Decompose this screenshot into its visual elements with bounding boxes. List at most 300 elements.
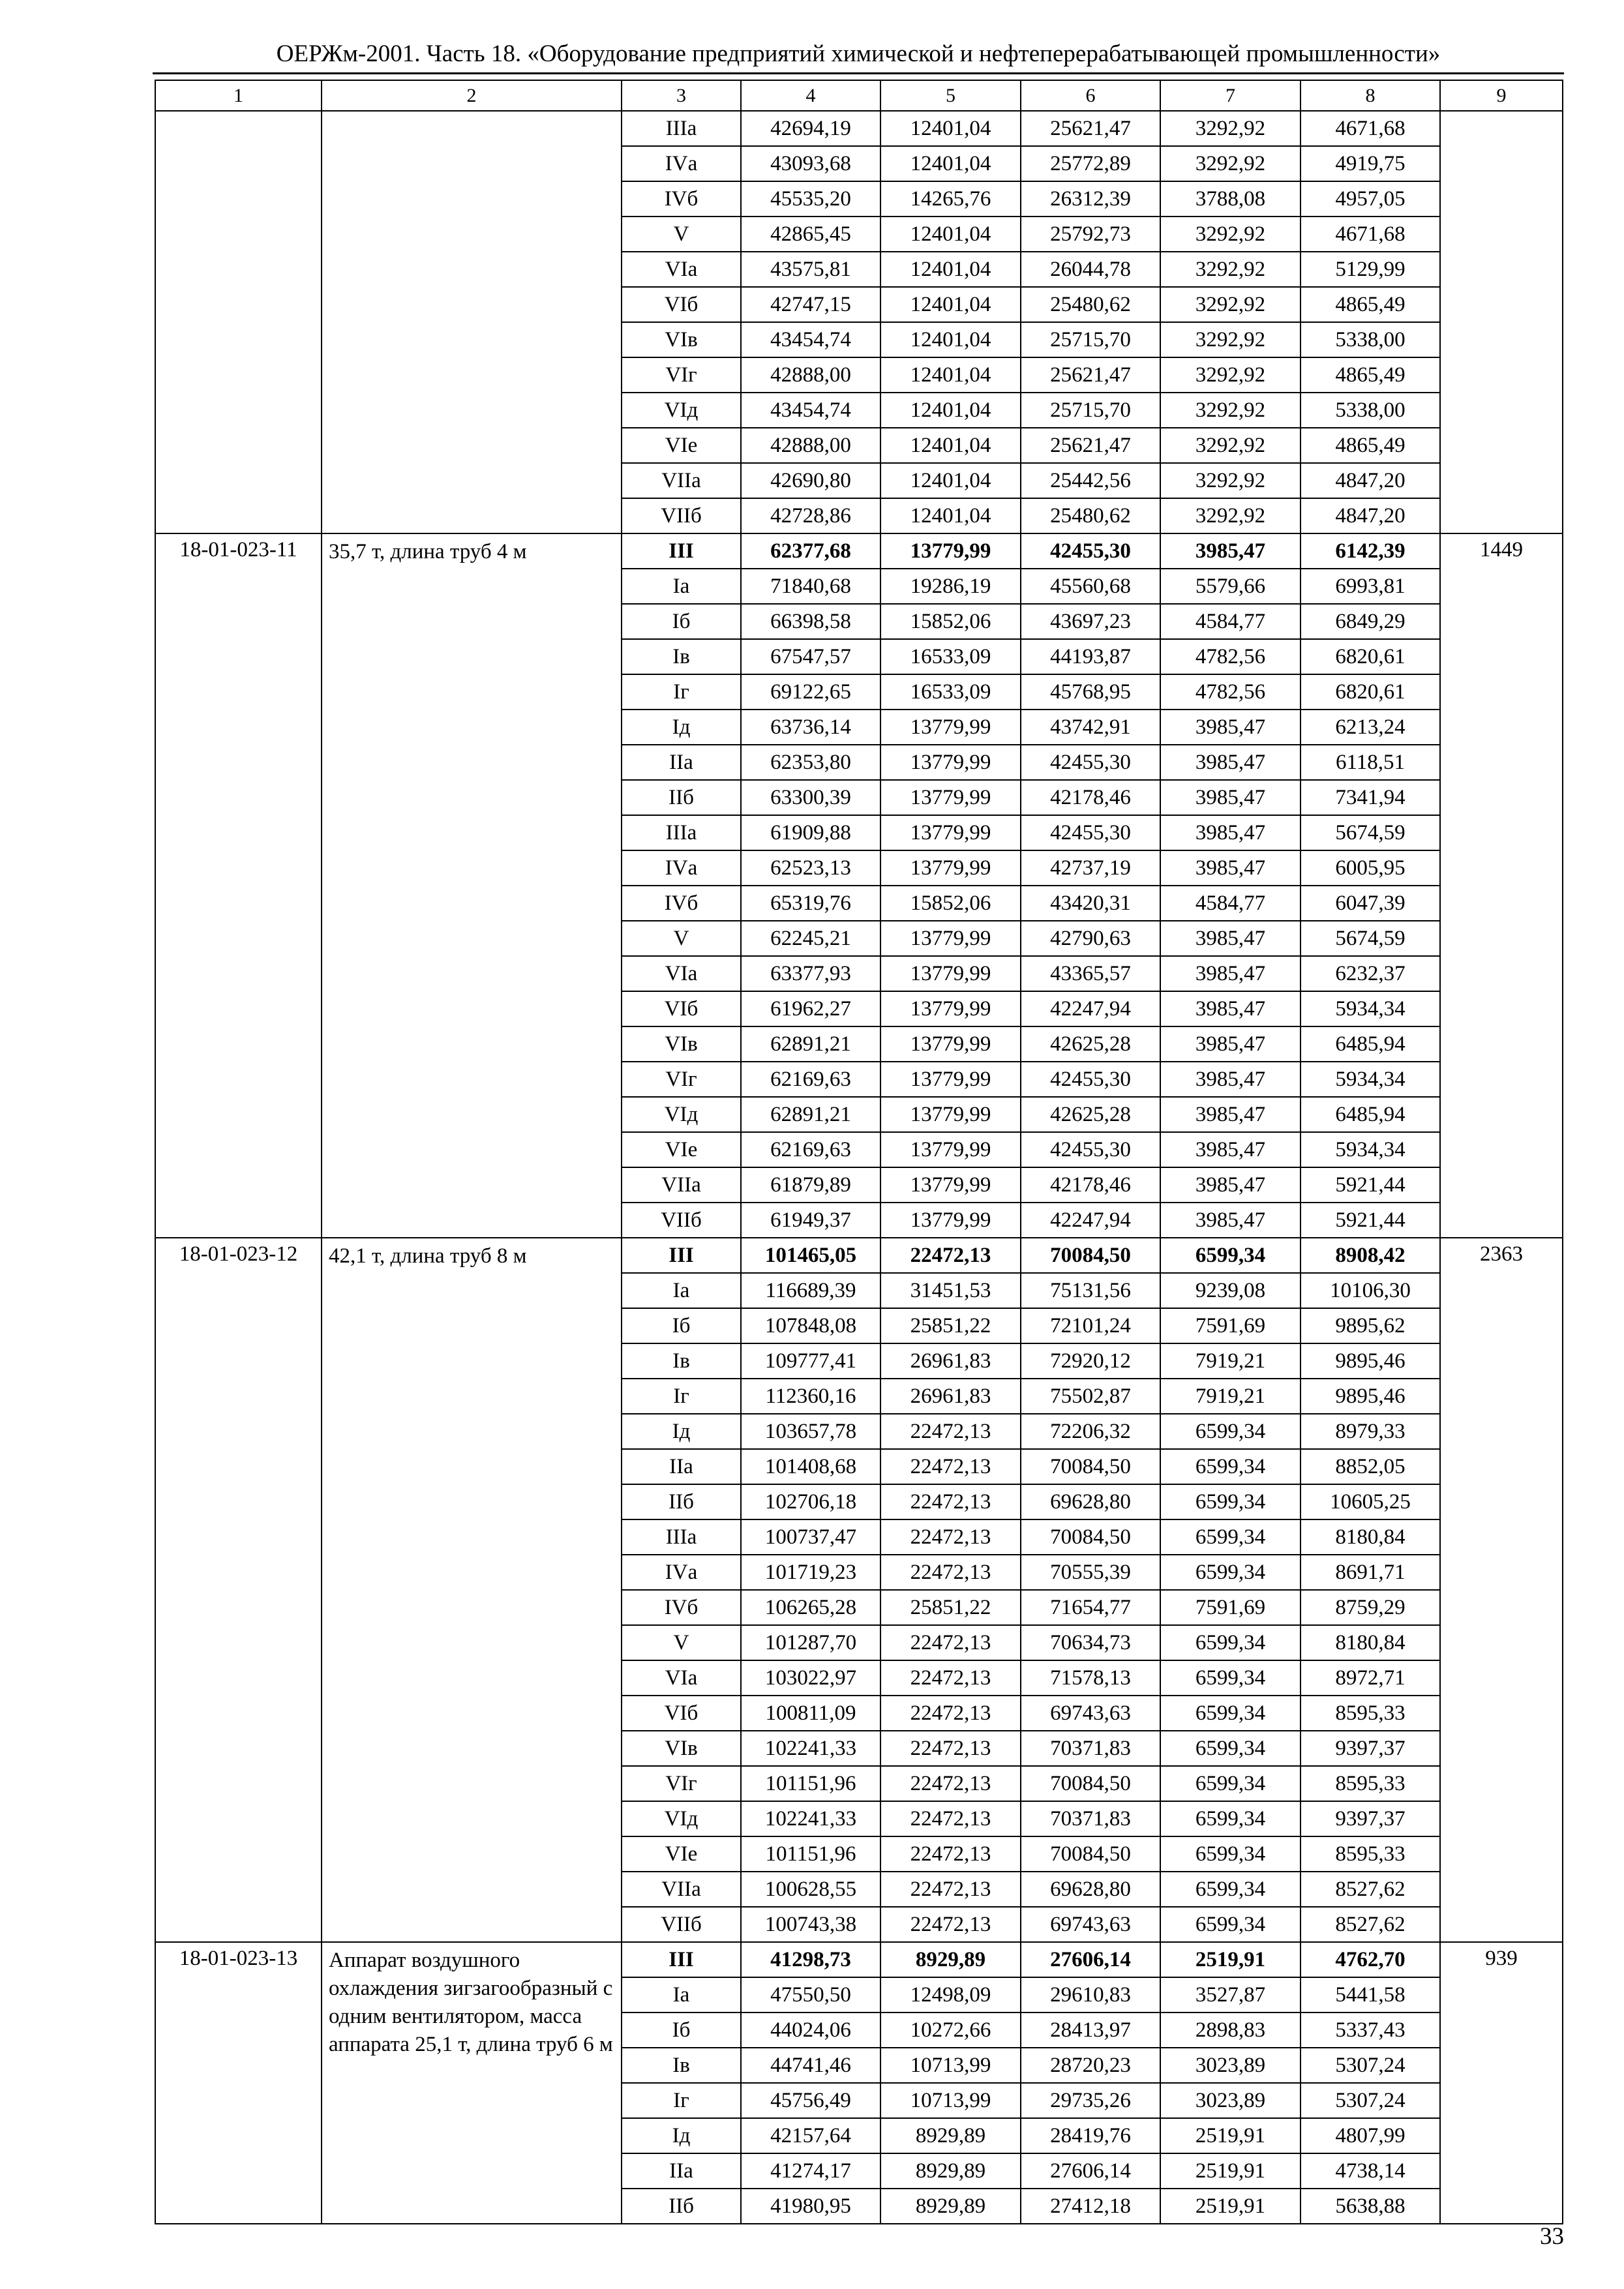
value-cell: 3292,92 — [1160, 322, 1301, 357]
value-cell: 29735,26 — [1021, 2083, 1160, 2118]
value-cell: 8908,42 — [1301, 1238, 1440, 1273]
value-cell: 70555,39 — [1021, 1555, 1160, 1590]
value-cell: 62353,80 — [741, 745, 880, 780]
table-row — [155, 111, 1563, 146]
value-cell: 71840,68 — [741, 569, 880, 604]
value-cell: 72101,24 — [1021, 1308, 1160, 1343]
value-cell: 42178,46 — [1021, 1167, 1160, 1203]
zone-cell: VIIа — [622, 1872, 741, 1907]
value-cell: 2519,91 — [1160, 2153, 1301, 2189]
value-cell: 8929,89 — [880, 2189, 1021, 2224]
value-cell: 13779,99 — [880, 1026, 1021, 1062]
value-cell: 6599,34 — [1160, 1731, 1301, 1766]
price-table — [155, 80, 1563, 2224]
value-cell: 13779,99 — [880, 956, 1021, 991]
value-cell: 7919,21 — [1160, 1343, 1301, 1379]
table-row — [155, 533, 1563, 569]
value-cell: 22472,13 — [880, 1801, 1021, 1836]
value-cell: 8929,89 — [880, 2153, 1021, 2189]
value-cell: 62169,63 — [741, 1062, 880, 1097]
value-cell: 70084,50 — [1021, 1449, 1160, 1484]
value-cell: 65319,76 — [741, 886, 880, 921]
zone-cell: VIд — [622, 1097, 741, 1132]
value-cell: 25621,47 — [1021, 111, 1160, 146]
column-number: 7 — [1160, 80, 1301, 111]
zone-cell: Iв — [622, 639, 741, 674]
value-cell: 6599,34 — [1160, 1696, 1301, 1731]
value-cell: 62377,68 — [741, 533, 880, 569]
value-cell: 67547,57 — [741, 639, 880, 674]
column-number: 3 — [622, 80, 741, 111]
value-cell: 25851,22 — [880, 1308, 1021, 1343]
value-cell: 25792,73 — [1021, 217, 1160, 252]
value-cell: 6232,37 — [1301, 956, 1440, 991]
value-cell: 25715,70 — [1021, 393, 1160, 428]
value-cell: 42694,19 — [741, 111, 880, 146]
value-cell: 8595,33 — [1301, 1696, 1440, 1731]
value-cell: 3292,92 — [1160, 252, 1301, 287]
value-cell: 6599,34 — [1160, 1555, 1301, 1590]
value-cell: 6599,34 — [1160, 1872, 1301, 1907]
value-cell: 22472,13 — [880, 1731, 1021, 1766]
column-number: 1 — [155, 80, 322, 111]
value-cell: 2519,91 — [1160, 1942, 1301, 1977]
value-cell: 22472,13 — [880, 1696, 1021, 1731]
value-cell: 6485,94 — [1301, 1026, 1440, 1062]
zone-cell: IIб — [622, 780, 741, 815]
value-cell: 100811,09 — [741, 1696, 880, 1731]
zone-cell: V — [622, 921, 741, 956]
zone-cell: VIе — [622, 1836, 741, 1872]
value-cell: 3985,47 — [1160, 1203, 1301, 1238]
value-cell: 5934,34 — [1301, 1132, 1440, 1167]
value-cell: 42247,94 — [1021, 1203, 1160, 1238]
value-cell: 6005,95 — [1301, 850, 1440, 886]
value-cell: 9895,62 — [1301, 1308, 1440, 1343]
zone-cell: V — [622, 217, 741, 252]
value-cell: 13779,99 — [880, 1132, 1021, 1167]
value-cell: 13779,99 — [880, 745, 1021, 780]
value-cell: 3985,47 — [1160, 921, 1301, 956]
value-cell: 42625,28 — [1021, 1097, 1160, 1132]
position-code — [155, 111, 322, 533]
value-cell: 101719,23 — [741, 1555, 880, 1590]
zone-cell: Iд — [622, 710, 741, 745]
value-cell: 42455,30 — [1021, 1132, 1160, 1167]
value-cell: 4957,05 — [1301, 181, 1440, 217]
zone-cell: VIIб — [622, 1203, 741, 1238]
value-cell: 3292,92 — [1160, 428, 1301, 463]
value-cell: 61949,37 — [741, 1203, 880, 1238]
value-cell: 22472,13 — [880, 1519, 1021, 1555]
value-cell: 9895,46 — [1301, 1379, 1440, 1414]
value-cell: 3023,89 — [1160, 2048, 1301, 2083]
value-cell: 26312,39 — [1021, 181, 1160, 217]
value-cell: 43454,74 — [741, 322, 880, 357]
position-description: 42,1 т, длина труб 8 м — [322, 1238, 622, 1942]
column-number: 4 — [741, 80, 880, 111]
value-cell: 9397,37 — [1301, 1731, 1440, 1766]
value-cell: 6118,51 — [1301, 745, 1440, 780]
value-cell: 22472,13 — [880, 1660, 1021, 1696]
value-cell: 45535,20 — [741, 181, 880, 217]
value-cell: 3788,08 — [1160, 181, 1301, 217]
value-cell: 6599,34 — [1160, 1519, 1301, 1555]
value-cell: 13779,99 — [880, 1203, 1021, 1238]
zone-cell: VIе — [622, 1132, 741, 1167]
value-cell: 25772,89 — [1021, 146, 1160, 181]
value-cell: 12401,04 — [880, 322, 1021, 357]
value-cell: 25851,22 — [880, 1590, 1021, 1625]
zone-cell: IIа — [622, 1449, 741, 1484]
value-cell: 70084,50 — [1021, 1519, 1160, 1555]
value-cell: 26044,78 — [1021, 252, 1160, 287]
value-cell: 16533,09 — [880, 639, 1021, 674]
value-cell: 6599,34 — [1160, 1836, 1301, 1872]
zone-cell: IIIа — [622, 815, 741, 850]
value-cell: 7341,94 — [1301, 780, 1440, 815]
value-cell: 3985,47 — [1160, 1026, 1301, 1062]
zone-cell: IIб — [622, 1484, 741, 1519]
value-cell: 8527,62 — [1301, 1907, 1440, 1942]
value-cell: 25715,70 — [1021, 322, 1160, 357]
value-cell: 5579,66 — [1160, 569, 1301, 604]
value-cell: 42455,30 — [1021, 1062, 1160, 1097]
value-cell: 13779,99 — [880, 850, 1021, 886]
position-description — [322, 111, 622, 533]
zone-cell: IVа — [622, 850, 741, 886]
value-cell: 5338,00 — [1301, 393, 1440, 428]
value-cell: 8595,33 — [1301, 1766, 1440, 1801]
value-cell: 13779,99 — [880, 1097, 1021, 1132]
value-cell: 13779,99 — [880, 815, 1021, 850]
value-cell: 3985,47 — [1160, 533, 1301, 569]
value-cell: 2519,91 — [1160, 2189, 1301, 2224]
zone-cell: IIа — [622, 745, 741, 780]
value-cell: 2898,83 — [1160, 2012, 1301, 2048]
value-cell: 28413,97 — [1021, 2012, 1160, 2048]
zone-cell: Iб — [622, 604, 741, 639]
value-cell: 14265,76 — [880, 181, 1021, 217]
value-cell: 102706,18 — [741, 1484, 880, 1519]
value-cell: 9895,46 — [1301, 1343, 1440, 1379]
value-cell: 71654,77 — [1021, 1590, 1160, 1625]
value-cell: 4762,70 — [1301, 1942, 1440, 1977]
value-cell: 69628,80 — [1021, 1484, 1160, 1519]
zone-cell: VIа — [622, 252, 741, 287]
zone-cell: VIб — [622, 991, 741, 1026]
value-cell: 70084,50 — [1021, 1766, 1160, 1801]
value-cell: 12401,04 — [880, 428, 1021, 463]
value-cell: 26961,83 — [880, 1343, 1021, 1379]
table-row — [155, 1942, 1563, 1977]
zone-cell: IIIа — [622, 111, 741, 146]
value-cell: 8972,71 — [1301, 1660, 1440, 1696]
value-cell: 25621,47 — [1021, 428, 1160, 463]
value-cell: 6599,34 — [1160, 1801, 1301, 1836]
value-cell: 101465,05 — [741, 1238, 880, 1273]
value-cell: 25621,47 — [1021, 357, 1160, 393]
value-cell: 13779,99 — [880, 533, 1021, 569]
value-cell: 62169,63 — [741, 1132, 880, 1167]
value-cell: 4847,20 — [1301, 463, 1440, 498]
value-cell: 15852,06 — [880, 604, 1021, 639]
value-cell: 4865,49 — [1301, 287, 1440, 322]
value-cell: 43093,68 — [741, 146, 880, 181]
value-cell: 12401,04 — [880, 146, 1021, 181]
value-cell: 63377,93 — [741, 956, 880, 991]
value-cell: 42247,94 — [1021, 991, 1160, 1026]
value-cell: 72206,32 — [1021, 1414, 1160, 1449]
value-cell: 5337,43 — [1301, 2012, 1440, 2048]
header-rule — [153, 72, 1564, 74]
value-cell: 42157,64 — [741, 2118, 880, 2153]
value-cell: 22472,13 — [880, 1766, 1021, 1801]
value-cell: 3023,89 — [1160, 2083, 1301, 2118]
value-cell: 6599,34 — [1160, 1238, 1301, 1273]
zone-cell: VIв — [622, 1026, 741, 1062]
value-cell: 22472,13 — [880, 1625, 1021, 1660]
value-cell: 3292,92 — [1160, 357, 1301, 393]
value-cell: 3527,87 — [1160, 1977, 1301, 2012]
zone-cell: VIв — [622, 322, 741, 357]
value-cell: 6485,94 — [1301, 1097, 1440, 1132]
value-cell: 47550,50 — [741, 1977, 880, 2012]
value-cell: 10272,66 — [880, 2012, 1021, 2048]
value-cell: 43365,57 — [1021, 956, 1160, 991]
value-cell: 71578,13 — [1021, 1660, 1160, 1696]
value-cell: 5674,59 — [1301, 921, 1440, 956]
value-cell: 6047,39 — [1301, 886, 1440, 921]
value-cell: 42747,15 — [741, 287, 880, 322]
value-cell: 13779,99 — [880, 991, 1021, 1026]
value-cell: 3985,47 — [1160, 956, 1301, 991]
value-cell: 7591,69 — [1160, 1590, 1301, 1625]
value-cell: 12401,04 — [880, 252, 1021, 287]
value-cell: 109777,41 — [741, 1343, 880, 1379]
zone-cell: VIа — [622, 1660, 741, 1696]
value-cell: 5921,44 — [1301, 1167, 1440, 1203]
value-cell: 66398,58 — [741, 604, 880, 639]
value-cell: 62891,21 — [741, 1026, 880, 1062]
column-number: 9 — [1440, 80, 1563, 111]
value-cell: 22472,13 — [880, 1238, 1021, 1273]
value-cell: 29610,83 — [1021, 1977, 1160, 2012]
zone-cell: VIIб — [622, 1907, 741, 1942]
value-cell: 3985,47 — [1160, 815, 1301, 850]
zone-cell: Iа — [622, 569, 741, 604]
value-cell: 42888,00 — [741, 357, 880, 393]
value-cell: 101287,70 — [741, 1625, 880, 1660]
zone-cell: Iа — [622, 1977, 741, 2012]
zone-cell: IIа — [622, 2153, 741, 2189]
zone-cell: VIа — [622, 956, 741, 991]
value-cell: 22472,13 — [880, 1872, 1021, 1907]
zone-cell: VIв — [622, 1731, 741, 1766]
value-cell: 3985,47 — [1160, 1097, 1301, 1132]
zone-cell: III — [622, 533, 741, 569]
table-row — [155, 1238, 1563, 1273]
value-cell: 3985,47 — [1160, 1062, 1301, 1097]
zone-cell: Iа — [622, 1273, 741, 1308]
value-cell: 6599,34 — [1160, 1414, 1301, 1449]
value-cell: 3985,47 — [1160, 780, 1301, 815]
labor-cost: 2363 — [1440, 1238, 1563, 1942]
zone-cell: Iб — [622, 2012, 741, 2048]
value-cell: 27606,14 — [1021, 1942, 1160, 1977]
value-cell: 3292,92 — [1160, 463, 1301, 498]
value-cell: 101151,96 — [741, 1836, 880, 1872]
value-cell: 22472,13 — [880, 1449, 1021, 1484]
value-cell: 4919,75 — [1301, 146, 1440, 181]
value-cell: 7919,21 — [1160, 1379, 1301, 1414]
column-number: 6 — [1021, 80, 1160, 111]
value-cell: 3985,47 — [1160, 991, 1301, 1026]
zone-cell: V — [622, 1625, 741, 1660]
value-cell: 62891,21 — [741, 1097, 880, 1132]
value-cell: 22472,13 — [880, 1414, 1021, 1449]
value-cell: 6599,34 — [1160, 1907, 1301, 1942]
value-cell: 12401,04 — [880, 287, 1021, 322]
value-cell: 42865,45 — [741, 217, 880, 252]
value-cell: 6599,34 — [1160, 1449, 1301, 1484]
value-cell: 8759,29 — [1301, 1590, 1440, 1625]
value-cell: 9239,08 — [1160, 1273, 1301, 1308]
value-cell: 70084,50 — [1021, 1836, 1160, 1872]
value-cell: 10106,30 — [1301, 1273, 1440, 1308]
zone-cell: Iб — [622, 1308, 741, 1343]
value-cell: 5307,24 — [1301, 2048, 1440, 2083]
value-cell: 13779,99 — [880, 1167, 1021, 1203]
value-cell: 100743,38 — [741, 1907, 880, 1942]
value-cell: 45768,95 — [1021, 674, 1160, 710]
value-cell: 4865,49 — [1301, 357, 1440, 393]
value-cell: 63300,39 — [741, 780, 880, 815]
position-code: 18-01-023-13 — [155, 1942, 322, 2224]
value-cell: 12401,04 — [880, 357, 1021, 393]
value-cell: 4782,56 — [1160, 674, 1301, 710]
value-cell: 75502,87 — [1021, 1379, 1160, 1414]
value-cell: 6849,29 — [1301, 604, 1440, 639]
zone-cell: Iв — [622, 2048, 741, 2083]
value-cell: 22472,13 — [880, 1836, 1021, 1872]
value-cell: 16533,09 — [880, 674, 1021, 710]
value-cell: 10713,99 — [880, 2083, 1021, 2118]
value-cell: 5129,99 — [1301, 252, 1440, 287]
value-cell: 69743,63 — [1021, 1907, 1160, 1942]
value-cell: 6820,61 — [1301, 639, 1440, 674]
value-cell: 42790,63 — [1021, 921, 1160, 956]
value-cell: 44193,87 — [1021, 639, 1160, 674]
value-cell: 6993,81 — [1301, 569, 1440, 604]
zone-cell: Iв — [622, 1343, 741, 1379]
value-cell: 62245,21 — [741, 921, 880, 956]
zone-cell: Iд — [622, 1414, 741, 1449]
value-cell: 3985,47 — [1160, 710, 1301, 745]
value-cell: 12401,04 — [880, 498, 1021, 533]
value-cell: 116689,39 — [741, 1273, 880, 1308]
table-body — [155, 80, 1563, 2224]
value-cell: 22472,13 — [880, 1907, 1021, 1942]
value-cell: 15852,06 — [880, 886, 1021, 921]
value-cell: 12401,04 — [880, 463, 1021, 498]
value-cell: 42737,19 — [1021, 850, 1160, 886]
value-cell: 5934,34 — [1301, 991, 1440, 1026]
zone-cell: VIIа — [622, 1167, 741, 1203]
column-number: 8 — [1301, 80, 1440, 111]
zone-cell: VIг — [622, 357, 741, 393]
zone-cell: Iг — [622, 1379, 741, 1414]
value-cell: 3292,92 — [1160, 217, 1301, 252]
page-number: 33 — [1540, 2223, 1564, 2250]
value-cell: 5338,00 — [1301, 322, 1440, 357]
value-cell: 43420,31 — [1021, 886, 1160, 921]
value-cell: 6599,34 — [1160, 1660, 1301, 1696]
labor-cost: 1449 — [1440, 533, 1563, 1238]
value-cell: 8691,71 — [1301, 1555, 1440, 1590]
value-cell: 8929,89 — [880, 1942, 1021, 1977]
value-cell: 41298,73 — [741, 1942, 880, 1977]
value-cell: 28720,23 — [1021, 2048, 1160, 2083]
zone-cell: VIIб — [622, 498, 741, 533]
value-cell: 6599,34 — [1160, 1625, 1301, 1660]
value-cell: 102241,33 — [741, 1731, 880, 1766]
value-cell: 100737,47 — [741, 1519, 880, 1555]
value-cell: 112360,16 — [741, 1379, 880, 1414]
value-cell: 43575,81 — [741, 252, 880, 287]
value-cell: 5921,44 — [1301, 1203, 1440, 1238]
value-cell: 4738,14 — [1301, 2153, 1440, 2189]
value-cell: 3985,47 — [1160, 745, 1301, 780]
value-cell: 8979,33 — [1301, 1414, 1440, 1449]
value-cell: 8595,33 — [1301, 1836, 1440, 1872]
value-cell: 3292,92 — [1160, 498, 1301, 533]
value-cell: 42455,30 — [1021, 745, 1160, 780]
value-cell: 42625,28 — [1021, 1026, 1160, 1062]
value-cell: 6599,34 — [1160, 1766, 1301, 1801]
value-cell: 22472,13 — [880, 1555, 1021, 1590]
value-cell: 72920,12 — [1021, 1343, 1160, 1379]
value-cell: 3985,47 — [1160, 1132, 1301, 1167]
value-cell: 102241,33 — [741, 1801, 880, 1836]
value-cell: 9397,37 — [1301, 1801, 1440, 1836]
value-cell: 42690,80 — [741, 463, 880, 498]
value-cell: 70371,83 — [1021, 1731, 1160, 1766]
value-cell: 69122,65 — [741, 674, 880, 710]
value-cell: 28419,76 — [1021, 2118, 1160, 2153]
zone-cell: VIIа — [622, 463, 741, 498]
position-code: 18-01-023-12 — [155, 1238, 322, 1942]
value-cell: 101408,68 — [741, 1449, 880, 1484]
value-cell: 6213,24 — [1301, 710, 1440, 745]
value-cell: 13779,99 — [880, 921, 1021, 956]
value-cell: 4671,68 — [1301, 217, 1440, 252]
zone-cell: IVа — [622, 146, 741, 181]
value-cell: 26961,83 — [880, 1379, 1021, 1414]
value-cell: 19286,19 — [880, 569, 1021, 604]
zone-cell: IVб — [622, 1590, 741, 1625]
value-cell: 45560,68 — [1021, 569, 1160, 604]
value-cell: 42455,30 — [1021, 533, 1160, 569]
value-cell: 12401,04 — [880, 217, 1021, 252]
value-cell: 7591,69 — [1160, 1308, 1301, 1343]
value-cell: 75131,56 — [1021, 1273, 1160, 1308]
zone-cell: VIг — [622, 1062, 741, 1097]
value-cell: 3985,47 — [1160, 1167, 1301, 1203]
value-cell: 69743,63 — [1021, 1696, 1160, 1731]
value-cell: 42888,00 — [741, 428, 880, 463]
zone-cell: IVб — [622, 886, 741, 921]
